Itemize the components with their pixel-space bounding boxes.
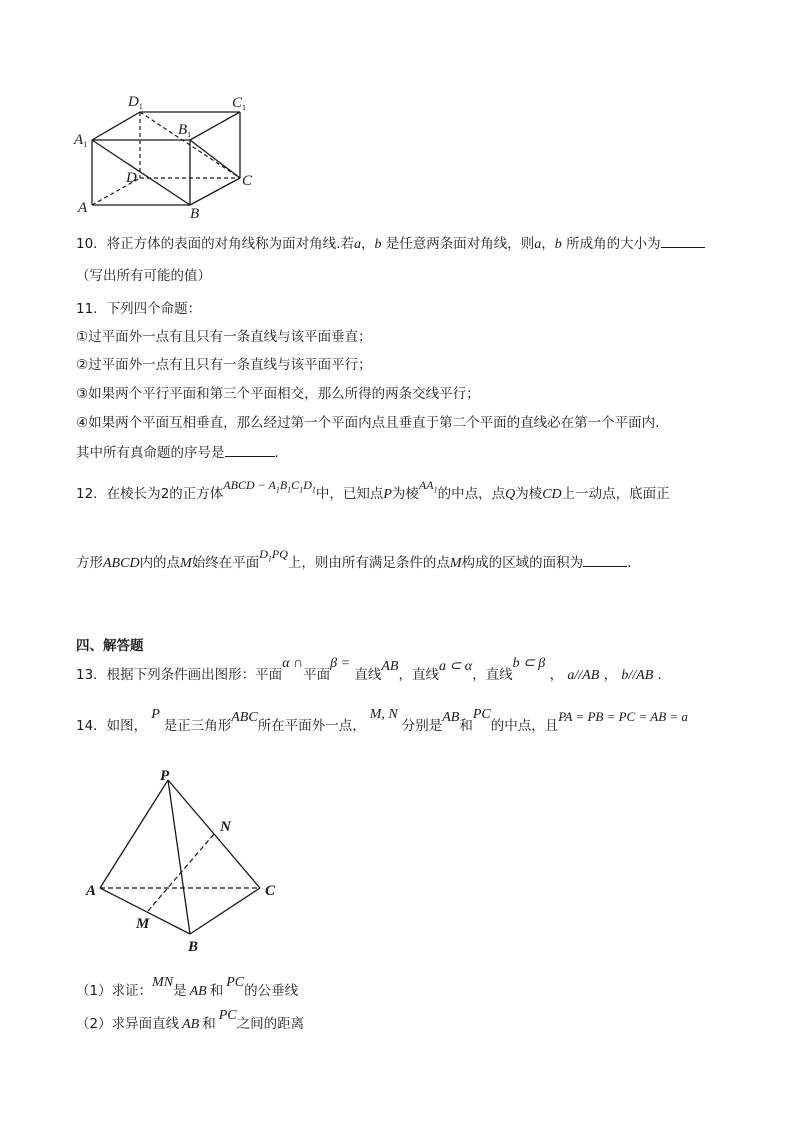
question-12-line-2: 方形ABCD内的点M始终在平面$D_1PQ$上，则由所有满足条件的点M构成的区域的面积为 . — [76, 547, 632, 571]
label-C: C — [265, 883, 276, 899]
label-N: N — [220, 819, 231, 835]
question-10-note: （写出所有可能的值） — [76, 268, 211, 284]
sub-question-1: （1）求证：MN是 AB 和PC的公垂线 — [76, 975, 299, 999]
question-11-item-4: ④如果两个平面互相垂直，那么经过第一个平面内点且垂直于第二个平面的直线必在第一个平面内. — [76, 415, 660, 431]
label-C: C — [242, 173, 253, 189]
answer-blank — [225, 442, 275, 457]
label-C1: $C_1$ — [232, 95, 247, 112]
section-heading: 四、解答题 — [76, 638, 144, 654]
label-B: B — [188, 939, 199, 954]
question-14: 14．如图，P是正三角形ABC所在平面外一点，M, N分别是AB和PC的中点，且PA = PB = PC = AB = a — [76, 707, 688, 734]
question-11-item-2: ②过平面外一点有且只有一条直线与该平面平行； — [76, 357, 372, 373]
question-13: 13．根据下列条件画出图形：平面α ∩平面β = 直线AB，直线a ⊂ α，直线b ⊂ β ， a//AB ， b//AB . — [76, 656, 662, 683]
question-11-item-1: ①过平面外一点有且只有一条直线与该平面垂直； — [76, 329, 372, 345]
label-A: A — [78, 200, 88, 216]
answer-blank — [583, 552, 627, 567]
question-11-ask: 其中所有真命题的序号是 . — [76, 442, 279, 463]
label-D: D — [126, 170, 137, 186]
label-B: B — [190, 206, 200, 222]
label-M: M — [136, 916, 150, 932]
question-10: 10．将正方体的表面的对角线称为面对角线.若a，b 是任意两条面对角线，则a，b 所成角的大小为 — [76, 233, 705, 255]
sub-question-2: （2）求异面直线 AB 和PC之间的距离 — [76, 1008, 305, 1032]
answer-blank — [661, 233, 705, 248]
label-P: P — [160, 768, 170, 784]
question-12-line-1: 12．在棱长为2的正方体ABCD − $A_1B_1C_1D_1$中，已知点P为棱$AA_1$的中点，点Q为棱CD上一动点，底面正 — [76, 478, 670, 502]
question-11-title: 11．下列四个命题： — [76, 301, 202, 317]
cuboid-figure — [70, 92, 270, 224]
label-B1: $B_1$ — [178, 122, 192, 139]
label-A1: $A_1$ — [74, 132, 88, 149]
label-A: A — [86, 883, 97, 899]
tetrahedron-figure — [80, 764, 290, 954]
label-D1: $D_1$ — [128, 94, 143, 111]
question-11-item-3: ③如果两个平行平面和第三个平面相交，那么所得的两条交线平行； — [76, 386, 480, 402]
